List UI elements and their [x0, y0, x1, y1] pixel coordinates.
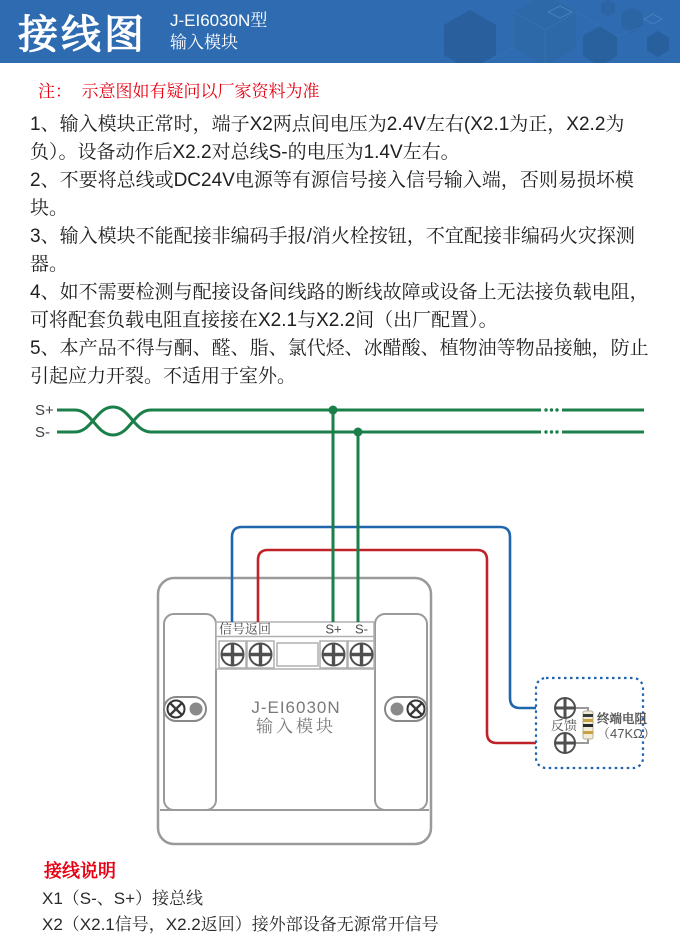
module-type-label: 输入模块 — [170, 33, 238, 52]
header-banner — [0, 0, 680, 63]
terminal-label-s-minus: S- — [355, 621, 368, 637]
feedback-box — [536, 678, 656, 768]
screw-icon-feedback-top — [555, 698, 575, 718]
cubes-decoration — [410, 0, 680, 63]
terminal-label-s-plus: S+ — [325, 621, 342, 637]
resistor-value-label: （47KΩ） — [597, 726, 656, 741]
instruction-item-1: 1、输入模块正常时，端子X2两点间电压为2.4V左右(X2.1为正，X2.2为负）。设备动作后X2.2对总线S-的电压为1.4V左右。 — [30, 114, 625, 163]
bus-s-plus-label: S+ — [35, 402, 54, 419]
left-mount-screws — [164, 697, 206, 721]
terminal-label-signal-return: 信号返回 — [219, 621, 272, 637]
input-module — [158, 578, 431, 844]
page-title: 接线图 — [18, 13, 147, 57]
screw-icon-feedback-bottom — [555, 733, 575, 753]
dot-screw-icon — [391, 703, 404, 716]
footer-line-x1: X1（S-、S+）接总线 — [42, 889, 204, 908]
x-screw-icon — [168, 701, 185, 718]
dot-screw-icon — [190, 703, 203, 716]
instruction-item-2: 2、不要将总线或DC24V电源等有源信号接入信号输入端，否则易损坏模块。 — [30, 170, 634, 219]
resistor-icon — [583, 711, 593, 739]
wiring-diagram — [0, 393, 680, 853]
model-label: J-EI6030N型 — [170, 11, 268, 30]
blank-terminal — [277, 643, 318, 666]
right-mount-screws — [385, 697, 427, 721]
header-subtitle — [170, 10, 267, 54]
junction-dot — [354, 428, 363, 437]
instruction-item-4: 4、如不需要检测与配接设备间线路的断线故障或设备上无法接负载电阻，可将配套负载电阻直接接在X2.1与X2.2间（出厂配置）。 — [30, 282, 649, 331]
disclaimer-note: 注： 示意图如有疑问以厂家资料为准 — [38, 82, 320, 101]
screw-icon-signal — [222, 644, 244, 666]
screw-icon-s-plus — [323, 644, 345, 666]
x-screw-icon — [408, 701, 425, 718]
footer-line-x2: X2（X2.1信号，X2.2返回）接外部设备无源常开信号 — [42, 915, 439, 934]
instruction-item-5: 5、本产品不得与酮、醛、脂、氯代烃、冰醋酸、植物油等物品接触，防止引起应力开裂。不适用于室外。 — [30, 338, 649, 387]
screw-icon-s-minus — [351, 644, 373, 666]
module-name-label: J-EI6030N — [251, 698, 341, 717]
feedback-label: 反馈 — [551, 718, 578, 733]
instruction-list — [30, 111, 656, 391]
resistor-name-label: 终端电阻 — [597, 712, 648, 726]
screw-icon-return — [250, 644, 272, 666]
junction-dot — [329, 406, 338, 415]
bus-s-minus-label: S- — [35, 424, 50, 441]
instruction-item-3: 3、输入模块不能配接非编码手报/消火栓按钮，不宜配接非编码火灾探测器。 — [30, 226, 635, 275]
module-model-label: 输入模块 — [256, 717, 336, 736]
footer-title: 接线说明 — [44, 861, 116, 881]
bus-break-dots — [544, 408, 558, 433]
